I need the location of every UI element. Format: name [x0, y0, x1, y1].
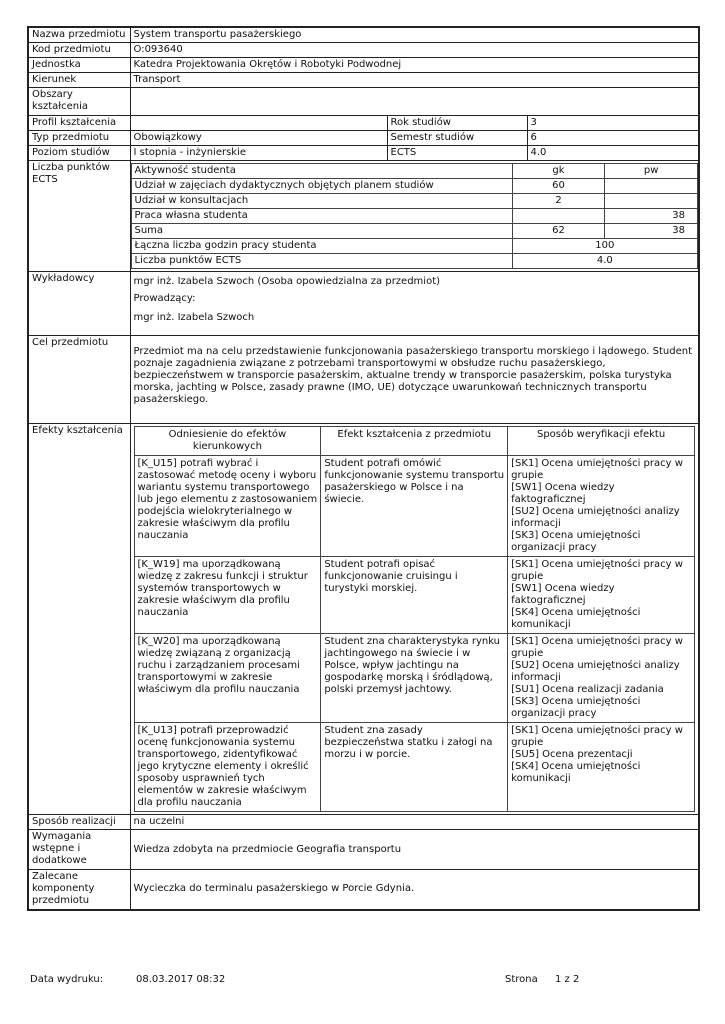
- verification-method: [SK4] Ocena umiejętności komunikacji: [511, 607, 641, 630]
- course-objective-text: Przedmiot ma na celu przedstawienie funkcjonowania pasażerskiego transportu morskiego i lądowego. Student poznaje zagadnienia związane z potrzebami transportowymi w obsłudze ruchu pasażerskiego, bezpieczeństwem w transporcie pasażerskim, aktualne trendy w transporcie pasażerskim, polska turystyka morska, jachting w Polsce, zasady prawne (IMO, UE) dotyczące uwarunkowań technicznych transportu pasażerskiego.: [133, 346, 693, 405]
- outcomes-header-ref: Odniesienie do efektów kierunkowych: [134, 427, 321, 456]
- verification-method: [SU5] Ocena prezentacji: [511, 749, 633, 760]
- row-profil: [28, 116, 699, 131]
- label-ects: ECTS: [387, 146, 527, 161]
- outcome-effect: Student potrafi omówić funkcjonowanie systemu transportu pasażerskiego w Polsce i na świecie.: [321, 456, 508, 557]
- outcome-effect: Student potrafi opisać funkcjonowanie cruisingu i turystyki morskiej.: [321, 557, 508, 634]
- ects-gk: [512, 209, 605, 224]
- value-kierunek: Transport: [130, 73, 699, 88]
- outcome-row: [134, 634, 695, 723]
- verification-method: [SW1] Ocena wiedzy faktograficznej: [511, 583, 615, 606]
- outcome-ref: [K_W19] ma uporządkowaną wiedzę z zakresu funkcji i struktur systemów transportowych w zakresie właściwym dla profilu nauczania: [134, 557, 321, 634]
- row-jednostka: [28, 58, 699, 73]
- label-rok: Rok studiów: [387, 116, 527, 131]
- row-poziom: [28, 146, 699, 161]
- label-cel: Cel przedmiotu: [28, 336, 130, 424]
- lecturers-heading: Prowadzący:: [133, 293, 196, 304]
- outcome-effect: Student zna zasady bezpieczeństwa statku i załogi na morzu i w porcie.: [321, 723, 508, 812]
- ects-header-activity: Aktywność studenta: [131, 164, 512, 179]
- value-sposob: na uczelni: [130, 815, 699, 830]
- course-sheet: [27, 26, 698, 911]
- row-efekty: [28, 424, 699, 815]
- label-nazwa: Nazwa przedmiotu: [28, 27, 130, 43]
- row-obszary: [28, 88, 699, 116]
- value-ects: 4.0: [527, 146, 699, 161]
- row-cel: [28, 336, 699, 424]
- label-poziom: Poziom studiów: [28, 146, 130, 161]
- label-wymagania: Wymagania wstępne i dodatkowe: [28, 830, 130, 870]
- value-profil: [130, 116, 387, 131]
- ects-header-gk: gk: [512, 164, 605, 179]
- verification-method: [SU1] Ocena realizacji zadania: [511, 684, 664, 695]
- label-kierunek: Kierunek: [28, 73, 130, 88]
- verification-method: [SU2] Ocena umiejętności analizy informacji: [511, 660, 680, 683]
- value-zalecane: Wycieczka do terminalu pasażerskiego w Porcie Gdynia.: [130, 870, 699, 910]
- print-date: 08.03.2017 08:32: [136, 974, 226, 985]
- learning-outcomes-table: [134, 426, 696, 812]
- lecturer-name: mgr inż. Izabela Szwoch: [133, 312, 255, 323]
- ects-header-pw: pw: [605, 164, 698, 179]
- ects-row: [131, 209, 698, 224]
- course-table: [27, 26, 700, 911]
- row-nazwa: [28, 27, 699, 43]
- outcome-verify: [508, 456, 695, 557]
- label-typ: Typ przedmiotu: [28, 131, 130, 146]
- ects-total-hours-row: [131, 239, 698, 254]
- row-sposob: [28, 815, 699, 830]
- verification-method: [SK1] Ocena umiejętności pracy w grupie: [511, 458, 683, 481]
- ects-activity: Praca własna studenta: [131, 209, 512, 224]
- outcome-row: [134, 723, 695, 812]
- ects-activity: Udział w konsultacjach: [131, 194, 512, 209]
- row-kierunek: [28, 73, 699, 88]
- row-wymagania: [28, 830, 699, 870]
- row-wykladowcy: [28, 272, 699, 336]
- page-number: 1 z 2: [555, 974, 580, 985]
- verification-method: [SK3] Ocena umiejętności organizacji pracy: [511, 696, 641, 719]
- ects-activity: Suma: [131, 224, 512, 239]
- label-jednostka: Jednostka: [28, 58, 130, 73]
- ects-pw: [605, 179, 698, 194]
- ects-row: [131, 179, 698, 194]
- row-kod: [28, 43, 699, 58]
- value-nazwa: System transportu pasażerskiego: [130, 27, 699, 43]
- label-profil: Profil kształcenia: [28, 116, 130, 131]
- value-jednostka: Katedra Projektowania Okrętów i Robotyki Podwodnej: [130, 58, 699, 73]
- outcome-verify: [508, 723, 695, 812]
- value-typ: Obowiązkowy: [130, 131, 387, 146]
- ects-table: [131, 163, 699, 269]
- label-efekty: Efekty kształcenia: [28, 424, 130, 815]
- ects-total-points-value: 4.0: [512, 254, 697, 269]
- verification-method: [SK1] Ocena umiejętności pracy w grupie: [511, 559, 683, 582]
- verification-method: [SU2] Ocena umiejętności analizy informacji: [511, 506, 680, 529]
- ects-activity: Udział w zajęciach dydaktycznych objętych planem studiów: [131, 179, 512, 194]
- label-wykladowcy: Wykładowcy: [28, 272, 130, 336]
- outcome-ref: [K_U15] potrafi wybrać i zastosować metodę oceny i wyboru wariantu systemu transportowego lub jego elementu z zastosowaniem podejścia wielokryterialnego w zakresie właściwym dla profilu nauczania: [134, 456, 321, 557]
- outcome-ref: [K_W20] ma uporządkowaną wiedzę związaną z organizacją ruchu i zarządzaniem procesami transportowymi w zakresie właściwym dla profilu nauczania: [134, 634, 321, 723]
- outcomes-header-verify: Sposób weryfikacji efektu: [508, 427, 695, 456]
- ects-total-points-row: [131, 254, 698, 269]
- label-zalecane: Zalecane komponenty przedmiotu: [28, 870, 130, 910]
- outcome-ref: [K_U13] potrafi przeprowadzić ocenę funkcjonowania systemu transportowego, zidentyfikować jego krytyczne elementy i określić sposoby usprawnień tych elementów w zakresie właściwym dla profilu nauczania: [134, 723, 321, 812]
- verification-method: [SK4] Ocena umiejętności komunikacji: [511, 761, 641, 784]
- ects-pw: 38: [605, 224, 698, 239]
- ects-total-points-label: Liczba punktów ECTS: [131, 254, 512, 269]
- ects-gk: 60: [512, 179, 605, 194]
- value-poziom: I stopnia - inżynierskie: [130, 146, 387, 161]
- verification-method: [SW1] Ocena wiedzy faktograficznej: [511, 482, 615, 505]
- value-rok: 3: [527, 116, 699, 131]
- ects-pw: [605, 194, 698, 209]
- label-kod: Kod przedmiotu: [28, 43, 130, 58]
- ects-row: [131, 224, 698, 239]
- verification-method: [SK1] Ocena umiejętności pracy w grupie: [511, 636, 683, 659]
- ects-total-hours-value: 100: [512, 239, 697, 254]
- verification-method: [SK1] Ocena umiejętności pracy w grupie: [511, 725, 683, 748]
- verification-method: [SK3] Ocena umiejętności organizacji pracy: [511, 530, 641, 553]
- outcome-row: [134, 456, 695, 557]
- label-obszary: Obszary kształcenia: [28, 88, 130, 116]
- page-label: Strona: [505, 974, 538, 985]
- print-date-label: Data wydruku:: [30, 974, 104, 985]
- outcome-verify: [508, 634, 695, 723]
- row-zalecane: [28, 870, 699, 910]
- ects-gk: 2: [512, 194, 605, 209]
- value-semestr: 6: [527, 131, 699, 146]
- row-ects-points: [28, 161, 699, 272]
- ects-row: [131, 194, 698, 209]
- ects-total-hours-label: Łączna liczba godzin pracy studenta: [131, 239, 512, 254]
- value-wymagania: Wiedza zdobyta na przedmiocie Geografia transportu: [130, 830, 699, 870]
- outcome-row: [134, 557, 695, 634]
- label-semestr: Semestr studiów: [387, 131, 527, 146]
- ects-pw: 38: [605, 209, 698, 224]
- outcome-verify: [508, 557, 695, 634]
- ects-gk: 62: [512, 224, 605, 239]
- outcome-effect: Student zna charakterystyka rynku jachtingowego na świecie i w Polsce, wpływ jachtingu na gospodarkę morską i śródlądową, polski przemysł jachtowy.: [321, 634, 508, 723]
- label-ects-points: Liczba punktów ECTS: [28, 161, 130, 272]
- value-obszary: [130, 88, 699, 116]
- outcomes-header-row: [134, 427, 695, 456]
- ects-header-row: [131, 164, 698, 179]
- lecturer-responsible: mgr inż. Izabela Szwoch (Osoba opowiedzialna za przedmiot): [133, 276, 441, 287]
- row-typ: [28, 131, 699, 146]
- label-sposob: Sposób realizacji: [28, 815, 130, 830]
- value-kod: O:093640: [130, 43, 699, 58]
- outcomes-header-effect: Efekt kształcenia z przedmiotu: [321, 427, 508, 456]
